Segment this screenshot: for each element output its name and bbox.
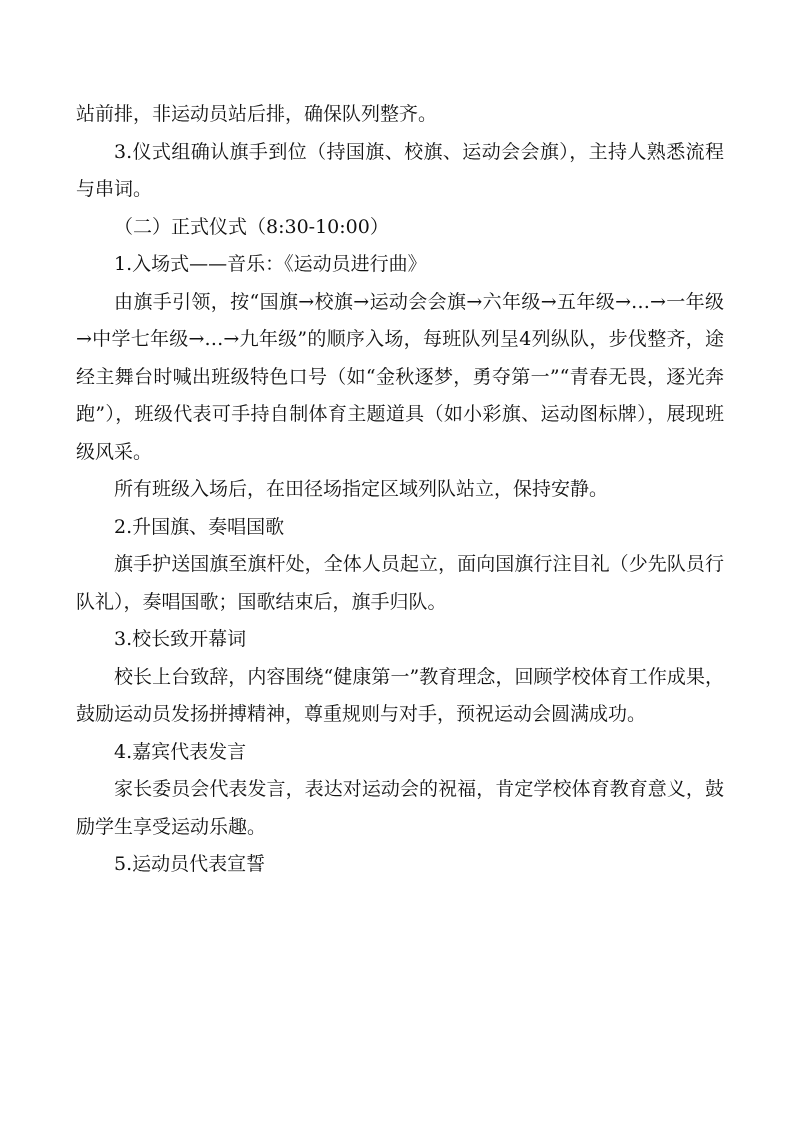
subheading-flag-raising: 2.升国旗、奏唱国歌 xyxy=(114,515,285,538)
paragraph-guest-speech: 家长委员会代表发言，表达对运动会的祝福，肯定学校体育教育意义，鼓励学生享受运动乐趣。 xyxy=(76,778,724,838)
paragraph-preparation-3: 3.仪式组确认旗手到位（持国旗、校旗、运动会会旗），主持人熟悉流程与串词。 xyxy=(76,140,724,200)
subheading-athlete-oath: 5.运动员代表宣誓 xyxy=(114,853,266,875)
paragraph-continued: 站前排，非运动员站后排，确保队列整齐。 xyxy=(76,103,438,125)
document-page xyxy=(76,96,724,884)
paragraph-entrance-after: 所有班级入场后，在田径场指定区域列队站立，保持安静。 xyxy=(114,478,609,500)
subheading-entrance: 1.入场式——音乐：《运动员进行曲》 xyxy=(114,253,427,275)
paragraph-flag-raising: 旗手护送国旗至旗杆处，全体人员起立，面向国旗行注目礼（少先队员行队礼），奏唱国歌；国歌结束后，旗手归队。 xyxy=(76,553,724,613)
subheading-guest-speech: 4.嘉宾代表发言 xyxy=(114,740,247,763)
section-heading-formal-ceremony: （二）正式仪式（8:30-10:00） xyxy=(114,215,389,238)
paragraph-entrance-order: 由旗手引领，按“国旗→校旗→运动会会旗→六年级→五年级→…→一年级→中学七年级→…→九年级”的顺序入场，每班队列呈4列纵队，步伐整齐，途经主舞台时喊出班级特色口号（如“金秋逐梦，勇夺第一”“青春无畏，逐光奔跑”），班级代表可手持自制体育主题道具（如小彩旗、运动图标牌），展现班级风采。 xyxy=(76,290,724,463)
subheading-principal-speech: 3.校长致开幕词 xyxy=(114,628,247,650)
paragraph-principal-speech: 校长上台致辞，内容围绕“健康第一”教育理念，回顾学校体育工作成果，鼓励运动员发扬拼搏精神，尊重规则与对手，预祝运动会圆满成功。 xyxy=(76,665,724,725)
